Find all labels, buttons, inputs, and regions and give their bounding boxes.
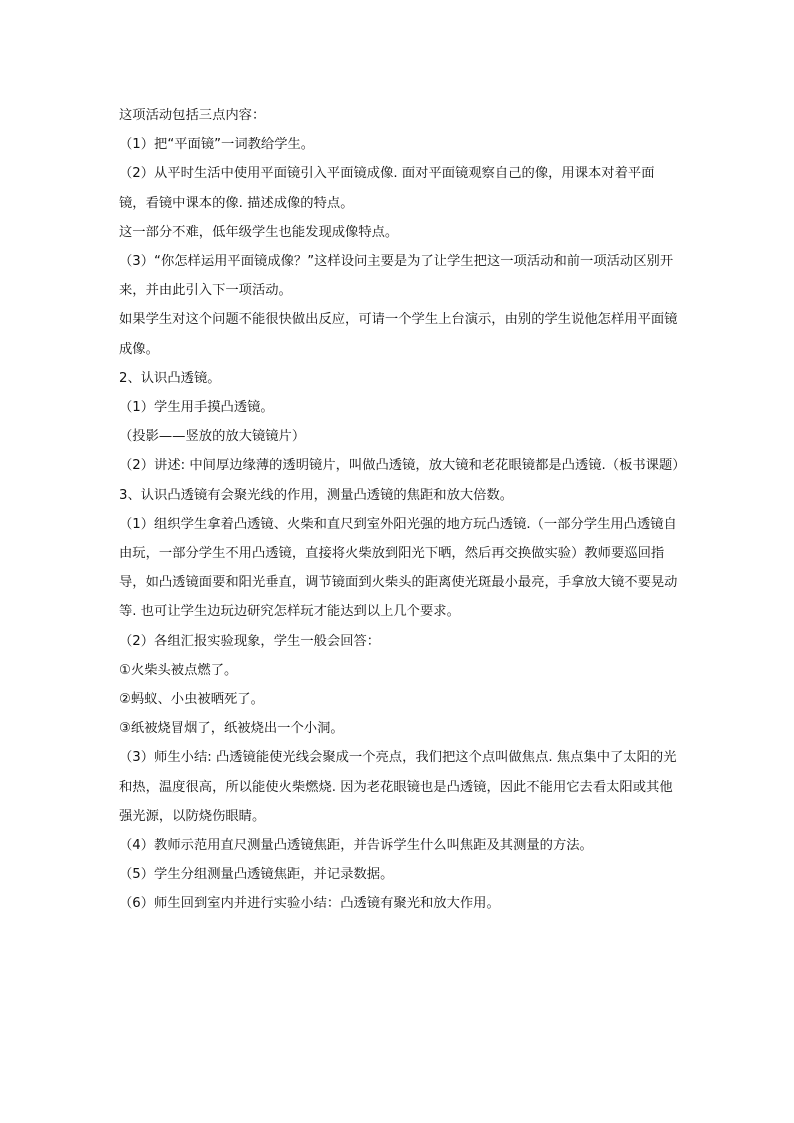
document-body bbox=[119, 101, 686, 919]
paragraph: （3）“你怎样运用平面镜成像？”这样设问主要是为了让学生把这一项活动和前一项活动区别开来，并由此引入下一项活动。 bbox=[119, 254, 674, 299]
paragraph: （1）学生用手摸凸透镜。 bbox=[119, 400, 274, 416]
section-heading: 3、认识凸透镜有会聚光线的作用，测量凸透镜的焦距和放大倍数。 bbox=[119, 487, 514, 503]
list-item: ①火柴头被点燃了。 bbox=[119, 662, 238, 678]
paragraph: 如果学生对这个问题不能很快做出反应，可请一个学生上台演示，由别的学生说他怎样用平面镜成像。 bbox=[119, 312, 678, 357]
list-item: ③纸被烧冒烟了，纸被烧出一个小洞。 bbox=[119, 721, 344, 737]
paragraph: （1）把“平面镜”一词教给学生。 bbox=[119, 137, 315, 153]
paragraph: （投影——竖放的放大镜镜片） bbox=[119, 429, 306, 445]
section-heading: 2、认识凸透镜。 bbox=[119, 370, 221, 386]
paragraph: （2）讲述: 中间厚边缘薄的透明镜片，叫做凸透镜，放大镜和老花眼镜都是凸透镜.（板书课题） bbox=[119, 458, 686, 474]
paragraph: （2）从平时生活中使用平面镜引入平面镜成像. 面对平面镜观察自己的像，用课本对着平面镜，看镜中课本的像. 描述成像的特点。 bbox=[119, 166, 655, 211]
paragraph: （3）师生小结: 凸透镜能使光线会聚成一个亮点，我们把这个点叫做焦点. 焦点集中了太阳的光和热，温度很高，所以能使火柴燃烧. 因为老花眼镜也是凸透镜，因此不能用它去看太阳或其他强光源，以防烧伤眼睛。 bbox=[119, 750, 677, 824]
paragraph: （6）师生回到室内并进行实验小结：凸透镜有聚光和放大作用。 bbox=[119, 896, 500, 912]
paragraph: （5）学生分组测量凸透镜焦距，并记录数据。 bbox=[119, 867, 394, 883]
paragraph: 这项活动包括三点内容： bbox=[119, 108, 266, 123]
list-item: ②蚂蚁、小虫被晒死了。 bbox=[119, 692, 264, 708]
paragraph: （2）各组汇报实验现象，学生一般会回答： bbox=[119, 633, 381, 649]
paragraph: 这一部分不难，低年级学生也能发现成像特点。 bbox=[119, 224, 399, 240]
paragraph: （1）组织学生拿着凸透镜、火柴和直尺到室外阳光强的地方玩凸透镜.（一部分学生用凸透镜自由玩，一部分学生不用凸透镜，直接将火柴放到阳光下晒，然后再交换做实验）教师要巡回指导，如凸透镜面要和阳光垂直，调节镜面到火柴头的距离使光斑最小最亮，手拿放大镜不要晃动等. 也可让学生边玩边研究怎样玩才能达到以上几个要求。 bbox=[119, 516, 678, 620]
paragraph: （4）教师示范用直尺测量凸透镜焦距，并告诉学生什么叫焦距及其测量的方法。 bbox=[119, 838, 593, 854]
